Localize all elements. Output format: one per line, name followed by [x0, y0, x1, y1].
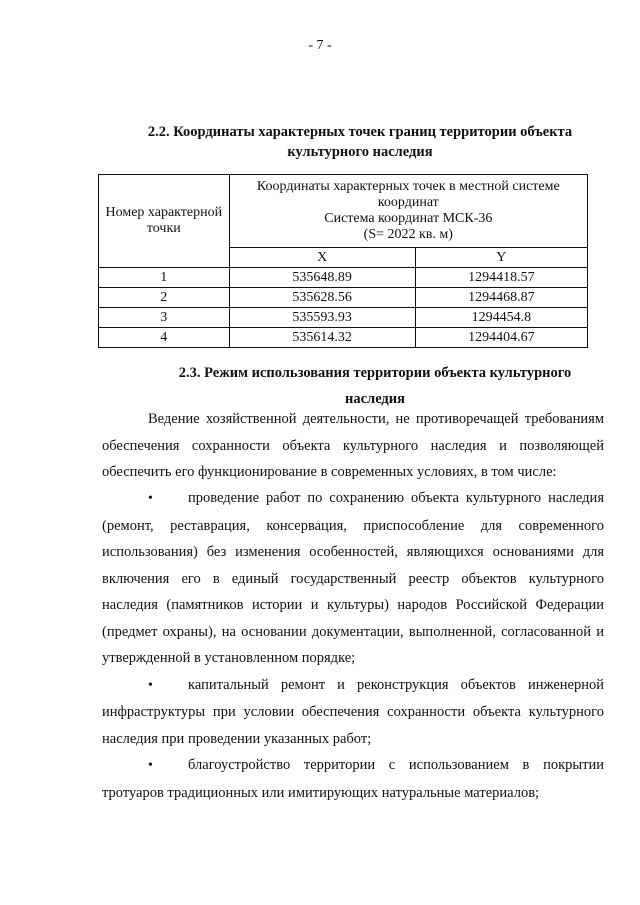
table-row — [99, 268, 588, 288]
table-row — [99, 288, 588, 308]
table-header-row — [99, 175, 588, 248]
x-cell: 535593.93 — [229, 308, 415, 328]
list-item-text: проведение работ по сохранению объекта культурного наследия (ремонт, реставрация, консервация, приспособление для современного использования) без изменения особенностей, являющихся основаниями для включения его в единый государственный реестр объектов культурного наследия (памятников истории и культуры) народов Российской Федерации (предмет охраны), на основании документации, выполненной, согласованной и утвержденной в установленном порядке; — [102, 490, 604, 666]
bullet-icon: • — [148, 758, 153, 773]
intro-paragraph — [102, 406, 604, 486]
y-cell: 1294404.67 — [415, 328, 587, 348]
point-number-cell: 4 — [99, 328, 230, 348]
table-row — [99, 328, 588, 348]
point-number-cell: 1 — [99, 268, 230, 288]
table-row — [99, 308, 588, 328]
coordinates-header-line: (S= 2022 кв. м) — [363, 227, 453, 242]
list-item — [102, 752, 604, 806]
y-axis-header: Y — [415, 248, 587, 268]
point-number-cell: 3 — [99, 308, 230, 328]
x-cell: 535648.89 — [229, 268, 415, 288]
coordinates-header-line: Система координат МСК-36 — [324, 211, 493, 226]
section-heading-coordinates: 2.2. Координаты характерных точек границ территории объекта культурного наследия — [147, 124, 573, 160]
x-cell: 535614.32 — [229, 328, 415, 348]
coordinates-header — [229, 175, 587, 248]
y-cell: 1294468.87 — [415, 288, 587, 308]
permitted-activities-list — [102, 485, 604, 806]
list-item-text: капитальный ремонт и реконструкция объектов инженерной инфраструктуры при условии обеспечения сохранности объекта культурного наследия при проведении указанных работ; — [102, 676, 604, 747]
point-number-header: Номер характерной точки — [99, 175, 230, 268]
x-axis-header: X — [229, 248, 415, 268]
section-heading-usage-regime: 2.3. Режим использования территории объекта культурного наследия — [178, 365, 572, 407]
y-cell: 1294418.57 — [415, 268, 587, 288]
page-number: - 7 - — [308, 38, 332, 53]
point-number-cell: 2 — [99, 288, 230, 308]
coordinates-table — [98, 174, 588, 348]
intro-text: Ведение хозяйственной деятельности, не противоречащей требованиям обеспечения сохранности объекта культурного наследия и позволяющей обеспечить его функционирование в современных условиях, в том числе: — [102, 411, 604, 480]
list-item — [102, 672, 604, 753]
coordinates-header-line: координат — [377, 195, 439, 210]
list-item-text: благоустройство территории с использованием в покрытии тротуаров традиционных или имитирующих натуральные материалов; — [102, 757, 604, 801]
y-cell: 1294454.8 — [415, 308, 587, 328]
list-item — [102, 485, 604, 672]
x-cell: 535628.56 — [229, 288, 415, 308]
coordinates-header-line: Координаты характерных точек в местной системе — [256, 179, 560, 194]
bullet-icon: • — [148, 677, 153, 693]
bullet-icon: • — [148, 491, 153, 506]
